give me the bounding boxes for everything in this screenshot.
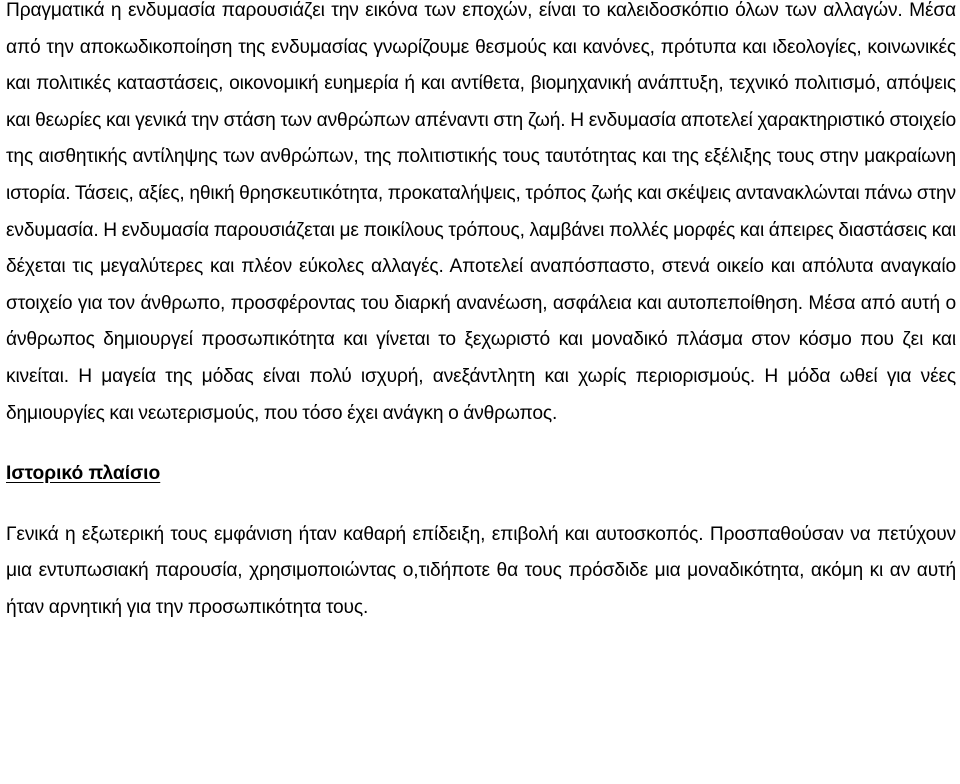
section-heading: Ιστορικό πλαίσιο xyxy=(6,463,161,485)
document-page xyxy=(6,0,956,627)
body-paragraph-fashion: Πραγματικά η ενδυμασία παρουσιάζει την εικόνα των εποχών, είναι το καλειδοσκόπιο όλων των αλλαγών. Μέσα από την αποκωδικοποίηση της ενδυμασίας γνωρίζουμε θεσμούς και κανόνες, πρότυπα και ιδεολογίες, κοινωνικές και πολιτικές καταστάσεις, οικονομική ευημερία ή και αντίθετα, βιομηχανική ανάπτυξη, τεχνικό πολιτισμό, απόψεις και θεωρίες και γενικά την στάση των ανθρώπων απέναντι στη ζωή. Η ενδυμασία αποτελεί χαρακτηριστικό στοιχείο της αισθητικής αντίληψης των ανθρώπων, της πολιτιστικής τους ταυτότητας και της εξέλιξης τους στην μακραίωνη ιστορία. Τάσεις, αξίες, ηθική θρησκευτικότητα, προκαταλήψεις, τρόπος ζωής και σκέψεις αντανακλώνται πάνω στην ενδυμασία. Η ενδυμασία παρουσιάζεται με ποικίλους τρόπους, λαμβάνει πολλές μορφές και άπειρες διαστάσεις και δέχεται τις μεγαλύτερες και πλέον εύκολες αλλαγές. Αποτελεί αναπόσπαστο, στενά οικείο και απόλυτα αναγκαίο στοιχείο για τον άνθρωπο, προσφέροντας του διαρκή ανανέωση, ασφάλεια και αυτοπεποίθηση. Μέσα από αυτή ο άνθρωπος δημιουργεί προσωπικότητα και γίνεται το ξεχωριστό και μοναδικό πλάσμα στον κόσμο που ζει και κινείται. Η μαγεία της μόδας είναι πολύ ισχυρή, ανεξάντλητη και χωρίς περιορισμούς. Η μόδα ωθεί για νέες δημιουργίες και νεωτερισμούς, που τόσο έχει ανάγκη ο άνθρωπος. xyxy=(6,0,956,424)
body-paragraph-history: Γενικά η εξωτερική τους εμφάνιση ήταν καθαρή επίδειξη, επιβολή και αυτοσκοπός. Προσπαθούσαν να πετύχουν μια εντυπωσιακή παρουσία, χρησιμοποιώντας ο,τιδήποτε θα τους πρόσδιδε μια μοναδικότητα, ακόμη κι αν αυτή ήταν αρνητική για την προσωπικότητα τους. xyxy=(6,523,956,618)
